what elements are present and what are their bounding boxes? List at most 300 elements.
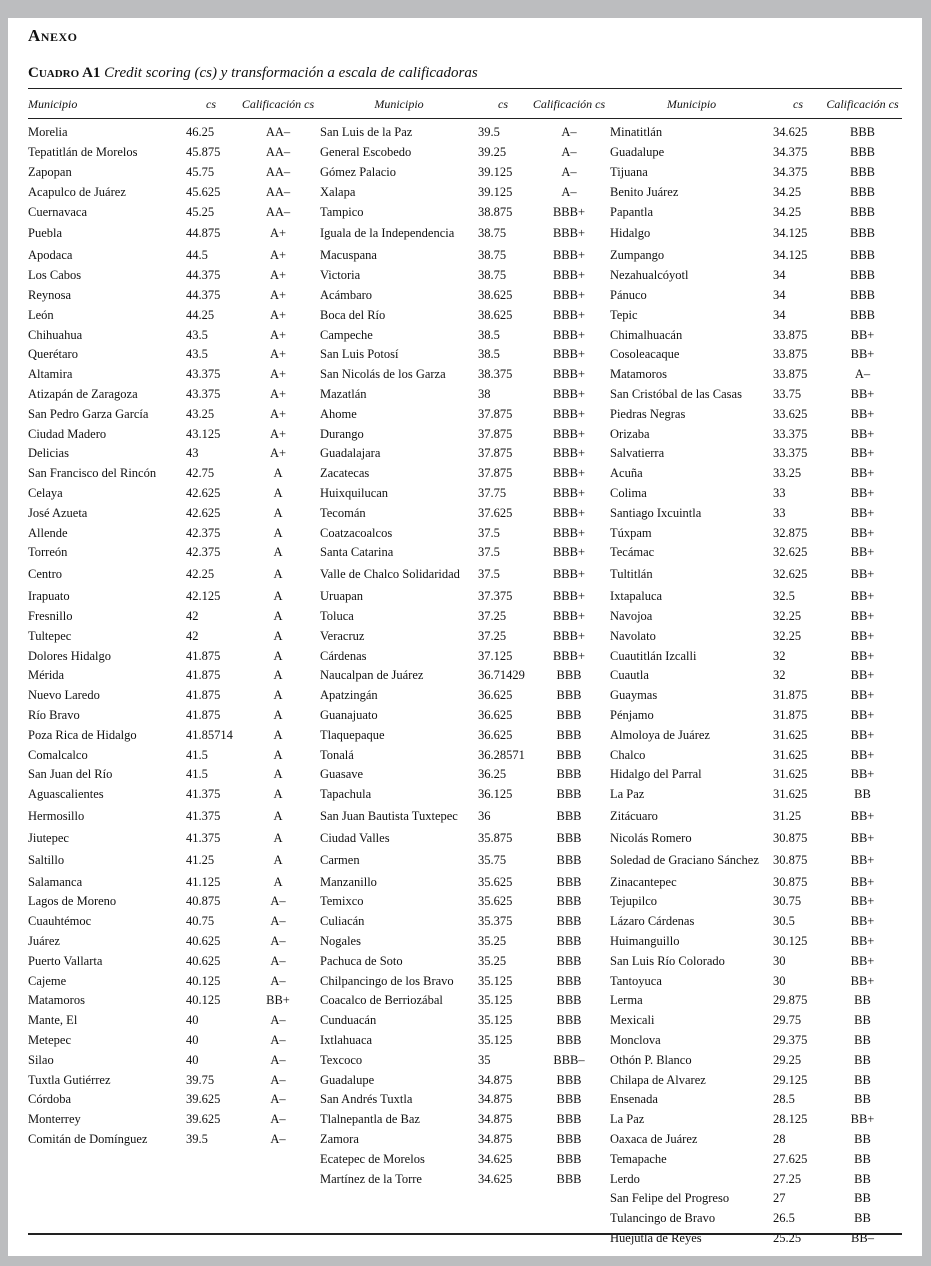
calificacion-cell: BBB bbox=[556, 1112, 582, 1127]
calificacion-cell: BBB bbox=[849, 204, 875, 219]
cs-cell: 38 bbox=[478, 386, 491, 401]
cs-cell: 37.875 bbox=[478, 426, 513, 441]
municipio-cell: Ahome bbox=[320, 406, 357, 421]
calificacion-cell: BB bbox=[854, 1151, 871, 1166]
calificacion-cell: BB bbox=[854, 1013, 871, 1028]
municipio-cell: Matamoros bbox=[610, 367, 667, 382]
calificacion-cell: BB bbox=[854, 1171, 871, 1186]
municipio-cell: Delicias bbox=[28, 446, 69, 461]
calificacion-cell: BBB bbox=[556, 953, 582, 968]
cs-cell: 30.5 bbox=[773, 914, 795, 929]
municipio-cell: Cuauhtémoc bbox=[28, 914, 92, 929]
municipio-cell: Acapulco de Juárez bbox=[28, 184, 126, 199]
municipio-cell: Guasave bbox=[320, 767, 364, 782]
calificacion-cell: BB+ bbox=[850, 852, 875, 867]
calificacion-cell: A– bbox=[270, 1033, 286, 1048]
cs-cell: 37.5 bbox=[478, 566, 500, 581]
municipio-cell: Ensenada bbox=[610, 1092, 658, 1107]
cs-cell: 41.375 bbox=[186, 787, 221, 802]
calificacion-cell: BB+ bbox=[850, 426, 875, 441]
municipio-cell: Durango bbox=[320, 426, 364, 441]
cs-cell: 28.5 bbox=[773, 1092, 795, 1107]
calificacion-cell: BBB+ bbox=[552, 287, 586, 302]
calificacion-cell: A– bbox=[561, 125, 577, 140]
header-cs: cs bbox=[206, 96, 216, 111]
municipio-cell: Toluca bbox=[320, 608, 354, 623]
municipio-cell: Xalapa bbox=[320, 184, 356, 199]
municipio-cell: Tepatitlán de Morelos bbox=[28, 145, 138, 160]
municipio-cell: San Luis de la Paz bbox=[320, 125, 413, 140]
calificacion-cell: A+ bbox=[269, 446, 287, 461]
calificacion-cell: AA– bbox=[265, 164, 291, 179]
table-row bbox=[28, 563, 902, 587]
municipio-cell: Silao bbox=[28, 1052, 54, 1067]
cs-cell: 44.875 bbox=[186, 226, 221, 241]
municipio-cell: Macuspana bbox=[320, 248, 377, 263]
cs-cell: 42 bbox=[186, 608, 199, 623]
cs-cell bbox=[186, 1169, 236, 1189]
table-row bbox=[28, 325, 902, 345]
calificacion-cell: BB+ bbox=[850, 727, 875, 742]
table-row bbox=[28, 666, 902, 686]
calificacion-cell: A bbox=[273, 628, 283, 643]
calificacion-cell: A– bbox=[270, 1112, 286, 1127]
municipio-cell: Minatitlán bbox=[610, 125, 663, 140]
cs-cell: 41.125 bbox=[186, 874, 221, 889]
calificacion-cell: BBB bbox=[849, 287, 875, 302]
municipio-cell: Mazatlán bbox=[320, 386, 367, 401]
calificacion-cell: BB bbox=[854, 1092, 871, 1107]
table-row bbox=[28, 872, 902, 892]
table-row bbox=[28, 829, 902, 849]
cs-cell: 30.875 bbox=[773, 874, 808, 889]
cs-cell: 43.5 bbox=[186, 347, 208, 362]
cs-cell: 37.5 bbox=[478, 545, 500, 560]
calificacion-cell: BB+ bbox=[850, 648, 875, 663]
cs-cell: 34.875 bbox=[478, 1132, 513, 1147]
cs-cell: 42.25 bbox=[186, 566, 215, 581]
calificacion-cell: A bbox=[273, 566, 283, 581]
municipio-cell: Cuernavaca bbox=[28, 204, 87, 219]
cs-cell: 35.875 bbox=[478, 830, 513, 845]
municipio-cell: Colima bbox=[610, 485, 647, 500]
municipio-cell: San Nicolás de los Garza bbox=[320, 367, 446, 382]
calificacion-cell: BB+ bbox=[850, 894, 875, 909]
cs-cell: 42.125 bbox=[186, 589, 221, 604]
cs-cell: 35.25 bbox=[478, 934, 507, 949]
cs-cell: 37.25 bbox=[478, 608, 507, 623]
calificacion-cell bbox=[528, 1189, 610, 1209]
municipio-cell: Tapachula bbox=[320, 787, 372, 802]
municipio-cell bbox=[28, 1229, 186, 1249]
cs-cell: 37.875 bbox=[478, 466, 513, 481]
table-body bbox=[28, 119, 902, 1249]
municipio-cell: Salamanca bbox=[28, 874, 83, 889]
cs-cell: 38.5 bbox=[478, 347, 500, 362]
municipio-cell: León bbox=[28, 307, 54, 322]
table-row bbox=[28, 686, 902, 706]
calificacion-cell: A bbox=[273, 707, 283, 722]
calificacion-cell: A bbox=[273, 466, 283, 481]
municipio-cell: Tlaquepaque bbox=[320, 727, 385, 742]
cs-cell: 29.75 bbox=[773, 1013, 802, 1028]
cs-cell: 32 bbox=[773, 648, 786, 663]
calificacion-cell: BB– bbox=[851, 1231, 874, 1246]
cs-cell: 30.875 bbox=[773, 830, 808, 845]
cs-cell: 33.875 bbox=[773, 367, 808, 382]
municipio-cell: Puebla bbox=[28, 226, 63, 241]
table-row bbox=[28, 706, 902, 726]
table-row bbox=[28, 385, 902, 405]
cs-cell: 39.125 bbox=[478, 164, 513, 179]
municipio-cell: Aguascalientes bbox=[28, 787, 104, 802]
municipio-cell: La Paz bbox=[610, 1112, 645, 1127]
calificacion-cell: BBB+ bbox=[552, 426, 586, 441]
calificacion-cell bbox=[236, 1229, 320, 1249]
calificacion-cell: A+ bbox=[269, 268, 287, 283]
cs-cell: 39.125 bbox=[478, 184, 513, 199]
municipio-cell: Huejutla de Reyes bbox=[610, 1231, 702, 1246]
calificacion-cell: A bbox=[273, 485, 283, 500]
cs-cell: 34.25 bbox=[773, 184, 802, 199]
municipio-cell: Iguala de la Independencia bbox=[320, 226, 455, 241]
table-row bbox=[28, 991, 902, 1011]
cs-cell: 26.5 bbox=[773, 1211, 795, 1226]
municipio-cell: Boca del Río bbox=[320, 307, 386, 322]
calificacion-cell: BB+ bbox=[850, 589, 875, 604]
calificacion-cell: A– bbox=[270, 934, 286, 949]
calificacion-cell bbox=[236, 1149, 320, 1169]
cs-cell: 43.25 bbox=[186, 406, 215, 421]
municipio-cell: Temixco bbox=[320, 894, 364, 909]
municipio-cell: Temapache bbox=[610, 1151, 667, 1166]
calificacion-cell: BB+ bbox=[850, 327, 875, 342]
municipio-cell: Naucalpan de Juárez bbox=[320, 668, 424, 683]
calificacion-cell: BB bbox=[854, 1072, 871, 1087]
municipio-cell: Matamoros bbox=[28, 993, 85, 1008]
municipio-cell: Tultitlán bbox=[610, 566, 653, 581]
cs-cell: 31.625 bbox=[773, 747, 808, 762]
municipio-cell: Tijuana bbox=[610, 164, 648, 179]
calificacion-cell: BBB+ bbox=[552, 327, 586, 342]
calificacion-cell: BB bbox=[854, 1191, 871, 1206]
municipio-cell: Nuevo Laredo bbox=[28, 688, 100, 703]
cs-cell: 41.875 bbox=[186, 688, 221, 703]
table-row bbox=[28, 1050, 902, 1070]
cs-cell: 41.5 bbox=[186, 767, 208, 782]
section-title: Anexo bbox=[28, 26, 78, 45]
cs-cell: 36 bbox=[478, 808, 491, 823]
municipio-cell: Valle de Chalco Solidaridad bbox=[320, 566, 460, 581]
table-row bbox=[28, 1110, 902, 1130]
municipio-cell: Tantoyuca bbox=[610, 973, 662, 988]
municipio-cell bbox=[28, 1169, 186, 1189]
calificacion-cell: BB+ bbox=[850, 747, 875, 762]
calificacion-cell: BB bbox=[854, 1033, 871, 1048]
municipio-cell: Oaxaca de Juárez bbox=[610, 1132, 698, 1147]
calificacion-cell: A+ bbox=[269, 226, 287, 241]
table-row bbox=[28, 1169, 902, 1189]
cs-cell: 34.875 bbox=[478, 1112, 513, 1127]
cs-cell: 36.125 bbox=[478, 787, 513, 802]
calificacion-cell: A bbox=[273, 808, 283, 823]
calificacion-cell: BB+ bbox=[850, 566, 875, 581]
municipio-cell: Hidalgo del Parral bbox=[610, 767, 702, 782]
calificacion-cell: A bbox=[273, 767, 283, 782]
cs-cell: 34.25 bbox=[773, 204, 802, 219]
cs-cell: 35.125 bbox=[478, 993, 513, 1008]
calificacion-cell: BBB bbox=[849, 248, 875, 263]
municipio-cell: Nogales bbox=[320, 934, 361, 949]
calificacion-cell: A– bbox=[270, 1132, 286, 1147]
calificacion-cell: BBB+ bbox=[552, 406, 586, 421]
municipio-cell: Mante, El bbox=[28, 1013, 78, 1028]
cs-cell: 35.625 bbox=[478, 894, 513, 909]
cs-cell: 42.375 bbox=[186, 545, 221, 560]
municipio-cell: Córdoba bbox=[28, 1092, 72, 1107]
calificacion-cell: BBB bbox=[556, 1013, 582, 1028]
cs-cell: 41.875 bbox=[186, 648, 221, 663]
calificacion-cell bbox=[236, 1189, 320, 1209]
calificacion-cell: BBB bbox=[556, 727, 582, 742]
cs-cell: 37.25 bbox=[478, 628, 507, 643]
calificacion-cell: BB+ bbox=[850, 505, 875, 520]
municipio-cell bbox=[320, 1209, 478, 1229]
calificacion-cell: BB+ bbox=[850, 668, 875, 683]
municipio-cell: Tlalnepantla de Baz bbox=[320, 1112, 420, 1127]
cs-cell: 46.25 bbox=[186, 125, 215, 140]
calificacion-cell: A– bbox=[270, 894, 286, 909]
cs-cell: 39.75 bbox=[186, 1072, 215, 1087]
cs-cell: 34.625 bbox=[478, 1171, 513, 1186]
cs-cell: 38.5 bbox=[478, 327, 500, 342]
municipio-cell: San Juan Bautista Tuxtepec bbox=[320, 808, 458, 823]
calificacion-cell: BBB bbox=[556, 1171, 582, 1186]
cs-cell bbox=[186, 1209, 236, 1229]
table-row bbox=[28, 1130, 902, 1150]
calificacion-cell: BB bbox=[854, 787, 871, 802]
municipio-cell: Jiutepec bbox=[28, 830, 69, 845]
calificacion-cell: BBB bbox=[556, 688, 582, 703]
cs-cell: 39.625 bbox=[186, 1092, 221, 1107]
cs-cell: 25.25 bbox=[773, 1231, 802, 1246]
calificacion-cell: A– bbox=[270, 1013, 286, 1028]
cs-cell: 38.375 bbox=[478, 367, 513, 382]
municipio-cell: Querétaro bbox=[28, 347, 78, 362]
municipio-cell: Zamora bbox=[320, 1132, 359, 1147]
calificacion-cell: BBB+ bbox=[552, 307, 586, 322]
calificacion-cell: BBB bbox=[556, 808, 582, 823]
cs-cell: 36.25 bbox=[478, 767, 507, 782]
cs-cell: 33.375 bbox=[773, 426, 808, 441]
cs-cell: 30 bbox=[773, 973, 786, 988]
cs-cell: 32.25 bbox=[773, 608, 802, 623]
calificacion-cell: BBB bbox=[556, 993, 582, 1008]
cs-cell: 33.375 bbox=[773, 446, 808, 461]
cs-cell bbox=[478, 1229, 528, 1249]
table-row bbox=[28, 1011, 902, 1031]
municipio-cell: Guadalupe bbox=[320, 1072, 375, 1087]
table-caption bbox=[28, 65, 478, 82]
municipio-cell: Zitácuaro bbox=[610, 808, 658, 823]
municipio-cell bbox=[320, 1189, 478, 1209]
calificacion-cell: BB+ bbox=[850, 973, 875, 988]
calificacion-cell: A bbox=[273, 747, 283, 762]
calificacion-cell: BBB bbox=[556, 874, 582, 889]
cs-cell: 35.125 bbox=[478, 973, 513, 988]
municipio-cell: San Cristóbal de las Casas bbox=[610, 386, 742, 401]
calificacion-cell: A bbox=[273, 589, 283, 604]
calificacion-cell: BBB+ bbox=[552, 268, 586, 283]
cs-cell: 33.625 bbox=[773, 406, 808, 421]
cs-cell: 28.125 bbox=[773, 1112, 808, 1127]
cs-cell: 38.75 bbox=[478, 268, 507, 283]
cs-cell: 45.625 bbox=[186, 184, 221, 199]
municipio-cell: Coatzacoalcos bbox=[320, 525, 393, 540]
cs-cell: 29.375 bbox=[773, 1033, 808, 1048]
cs-cell: 35.625 bbox=[478, 874, 513, 889]
municipio-cell: Tonalá bbox=[320, 747, 354, 762]
cs-cell: 45.75 bbox=[186, 164, 215, 179]
cs-cell: 36.71429 bbox=[478, 668, 525, 683]
municipio-cell: Tecomán bbox=[320, 505, 366, 520]
cs-cell: 43.375 bbox=[186, 367, 221, 382]
calificacion-cell: BBB bbox=[556, 934, 582, 949]
municipio-cell: Lerma bbox=[610, 993, 643, 1008]
cs-cell: 41.5 bbox=[186, 747, 208, 762]
cs-cell: 32.5 bbox=[773, 589, 795, 604]
municipio-cell: Guadalupe bbox=[610, 145, 665, 160]
header-calificacion: Calificación cs bbox=[532, 96, 606, 111]
municipio-cell: Poza Rica de Hidalgo bbox=[28, 727, 137, 742]
table-row bbox=[28, 765, 902, 785]
calificacion-cell: A bbox=[273, 608, 283, 623]
municipio-cell: Acuña bbox=[610, 466, 643, 481]
table-row bbox=[28, 1229, 902, 1249]
calificacion-cell: BB bbox=[854, 1211, 871, 1226]
calificacion-cell: BB+ bbox=[850, 485, 875, 500]
calificacion-cell: BB bbox=[854, 1052, 871, 1067]
cs-cell: 30.125 bbox=[773, 934, 808, 949]
calificacion-cell: BBB bbox=[556, 767, 582, 782]
table-row bbox=[28, 523, 902, 543]
calificacion-cell: BBB+ bbox=[552, 648, 586, 663]
municipio-cell: Nezahualcóyotl bbox=[610, 268, 689, 283]
cs-cell: 43.125 bbox=[186, 426, 221, 441]
municipio-cell: Puerto Vallarta bbox=[28, 953, 103, 968]
cs-cell: 32.875 bbox=[773, 525, 808, 540]
cs-cell: 42.75 bbox=[186, 466, 215, 481]
calificacion-cell: A– bbox=[270, 1092, 286, 1107]
municipio-cell: Orizaba bbox=[610, 426, 650, 441]
calificacion-cell: A+ bbox=[269, 248, 287, 263]
calificacion-cell: BB+ bbox=[850, 688, 875, 703]
cs-cell: 40.125 bbox=[186, 973, 221, 988]
header-municipio: Municipio bbox=[374, 96, 424, 111]
calificacion-cell: BBB bbox=[556, 973, 582, 988]
table-row bbox=[28, 912, 902, 932]
municipio-cell: Túxpam bbox=[610, 525, 652, 540]
calificacion-cell: BBB bbox=[556, 1132, 582, 1147]
municipio-cell: Tultepec bbox=[28, 628, 72, 643]
calificacion-cell: A– bbox=[270, 1072, 286, 1087]
cs-cell: 27 bbox=[773, 1191, 786, 1206]
municipio-cell: Lázaro Cárdenas bbox=[610, 914, 695, 929]
calificacion-cell: BB+ bbox=[850, 525, 875, 540]
cs-cell: 41.25 bbox=[186, 852, 215, 867]
municipio-cell: Lagos de Moreno bbox=[28, 894, 117, 909]
cs-cell: 29.25 bbox=[773, 1052, 802, 1067]
municipio-cell: Zumpango bbox=[610, 248, 665, 263]
calificacion-cell: A– bbox=[561, 145, 577, 160]
cs-cell: 29.125 bbox=[773, 1072, 808, 1087]
cs-cell: 38.75 bbox=[478, 248, 507, 263]
cs-cell: 33.875 bbox=[773, 327, 808, 342]
municipio-cell: Veracruz bbox=[320, 628, 365, 643]
calificacion-cell: BB+ bbox=[850, 934, 875, 949]
header-row bbox=[28, 90, 902, 119]
calificacion-cell: BB+ bbox=[850, 406, 875, 421]
table-row bbox=[28, 222, 902, 246]
municipio-cell: Gómez Palacio bbox=[320, 164, 397, 179]
calificacion-cell: BB+ bbox=[850, 466, 875, 481]
cs-cell: 43 bbox=[186, 446, 199, 461]
calificacion-cell: A+ bbox=[269, 307, 287, 322]
cs-cell: 34 bbox=[773, 287, 786, 302]
table-row bbox=[28, 587, 902, 607]
table-row bbox=[28, 484, 902, 504]
cs-cell: 45.25 bbox=[186, 204, 215, 219]
cs-cell: 37.625 bbox=[478, 505, 513, 520]
calificacion-cell: BBB bbox=[556, 747, 582, 762]
municipio-cell: Saltillo bbox=[28, 852, 65, 867]
cs-cell bbox=[478, 1209, 528, 1229]
municipio-cell: Texcoco bbox=[320, 1052, 363, 1067]
table-row bbox=[28, 503, 902, 523]
cs-cell: 31.625 bbox=[773, 727, 808, 742]
calificacion-cell: BBB+ bbox=[552, 226, 586, 241]
municipio-cell: San Francisco del Rincón bbox=[28, 466, 157, 481]
top-rule bbox=[28, 88, 902, 89]
municipio-cell: Pánuco bbox=[610, 287, 647, 302]
municipio-cell: San Luis Potosí bbox=[320, 347, 399, 362]
cs-cell: 40 bbox=[186, 1033, 199, 1048]
cs-cell: 40.625 bbox=[186, 953, 221, 968]
cs-cell: 33 bbox=[773, 505, 786, 520]
cs-cell: 34.375 bbox=[773, 145, 808, 160]
municipio-cell: José Azueta bbox=[28, 505, 88, 520]
municipio-cell: Tepic bbox=[610, 307, 638, 322]
municipio-cell: Comalcalco bbox=[28, 747, 88, 762]
cs-cell: 27.25 bbox=[773, 1171, 802, 1186]
calificacion-cell: BBB bbox=[556, 1033, 582, 1048]
table-row bbox=[28, 1090, 902, 1110]
calificacion-cell: BB+ bbox=[850, 808, 875, 823]
cs-cell bbox=[186, 1189, 236, 1209]
calificacion-cell: A– bbox=[854, 367, 871, 382]
cs-cell: 34 bbox=[773, 268, 786, 283]
municipio-cell: Campeche bbox=[320, 327, 373, 342]
table-row bbox=[28, 246, 902, 266]
cs-cell: 34.875 bbox=[478, 1092, 513, 1107]
municipio-cell: Ecatepec de Morelos bbox=[320, 1151, 425, 1166]
calificacion-cell: A– bbox=[561, 164, 577, 179]
municipio-cell: La Paz bbox=[610, 787, 645, 802]
municipio-cell: Coacalco de Berriozábal bbox=[320, 993, 443, 1008]
cs-cell: 37.875 bbox=[478, 406, 513, 421]
cs-cell: 45.875 bbox=[186, 145, 221, 160]
municipio-cell: Huixquilucan bbox=[320, 485, 389, 500]
